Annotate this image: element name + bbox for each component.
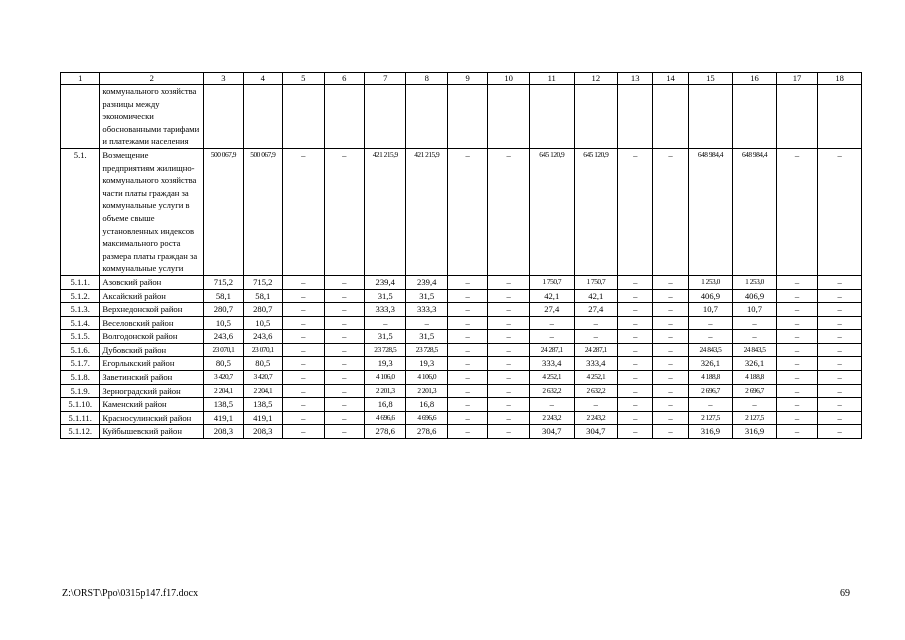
row-number-cell: 5.1.7.: [61, 357, 100, 371]
table-row: [61, 343, 862, 357]
table-row: [61, 275, 862, 289]
value-cell: 419,1: [204, 411, 243, 425]
value-cell: –: [324, 411, 364, 425]
value-cell: –: [818, 384, 862, 398]
value-cell: 10,7: [733, 303, 777, 317]
column-number-cell: 1: [61, 73, 100, 85]
value-cell: –: [776, 330, 818, 344]
value-cell: –: [488, 275, 530, 289]
value-cell: –: [618, 357, 653, 371]
value-cell: –: [818, 411, 862, 425]
table-row: [61, 303, 862, 317]
value-cell: 16,8: [364, 398, 406, 412]
column-number-cell: 13: [618, 73, 653, 85]
value-cell: 4 106,0: [364, 371, 406, 385]
table-row: [61, 316, 862, 330]
value-cell: 2 696,7: [688, 384, 733, 398]
value-cell: –: [618, 343, 653, 357]
value-cell: [488, 85, 530, 149]
row-label-cell: Куйбышевский район: [100, 425, 204, 439]
value-cell: –: [618, 148, 653, 275]
value-cell: –: [818, 303, 862, 317]
value-cell: –: [653, 330, 688, 344]
column-number-cell: 12: [574, 73, 618, 85]
column-number-cell: 6: [324, 73, 364, 85]
value-cell: –: [529, 316, 574, 330]
column-number-cell: 3: [204, 73, 243, 85]
value-cell: –: [776, 275, 818, 289]
value-cell: 419,1: [243, 411, 282, 425]
value-cell: –: [324, 330, 364, 344]
row-label-cell: Веселовский район: [100, 316, 204, 330]
column-number-cell: 2: [100, 73, 204, 85]
value-cell: 1 750,7: [574, 275, 618, 289]
value-cell: 2 243,2: [574, 411, 618, 425]
value-cell: 2 632,2: [529, 384, 574, 398]
value-cell: –: [618, 398, 653, 412]
value-cell: –: [653, 148, 688, 275]
value-cell: –: [688, 398, 733, 412]
value-cell: –: [324, 303, 364, 317]
value-cell: –: [574, 398, 618, 412]
row-number-cell: 5.1.1.: [61, 275, 100, 289]
value-cell: –: [488, 343, 530, 357]
value-cell: 23 728,5: [406, 343, 448, 357]
value-cell: –: [776, 398, 818, 412]
value-cell: 10,7: [688, 303, 733, 317]
value-cell: 24 843,5: [733, 343, 777, 357]
value-cell: –: [324, 371, 364, 385]
value-cell: –: [653, 384, 688, 398]
table-row: [61, 289, 862, 303]
value-cell: 421 215,9: [364, 148, 406, 275]
value-cell: 42,1: [574, 289, 618, 303]
column-number-cell: 16: [733, 73, 777, 85]
table-row: [61, 148, 862, 275]
value-cell: –: [776, 316, 818, 330]
value-cell: –: [283, 398, 325, 412]
value-cell: –: [653, 316, 688, 330]
value-cell: 406,9: [733, 289, 777, 303]
value-cell: 280,7: [243, 303, 282, 317]
value-cell: –: [529, 398, 574, 412]
table-row: [61, 85, 862, 149]
value-cell: –: [447, 411, 487, 425]
value-cell: –: [618, 316, 653, 330]
value-cell: 4 188,8: [733, 371, 777, 385]
value-cell: [653, 85, 688, 149]
value-cell: 58,1: [204, 289, 243, 303]
value-cell: 23 070,1: [243, 343, 282, 357]
value-cell: –: [447, 398, 487, 412]
value-cell: –: [324, 398, 364, 412]
row-label-cell: Дубовский район: [100, 343, 204, 357]
value-cell: 1 253,0: [688, 275, 733, 289]
value-cell: –: [324, 316, 364, 330]
value-cell: –: [653, 343, 688, 357]
column-number-cell: 18: [818, 73, 862, 85]
value-cell: 24 287,1: [529, 343, 574, 357]
row-number-cell: 5.1.5.: [61, 330, 100, 344]
value-cell: 10,5: [243, 316, 282, 330]
value-cell: [733, 85, 777, 149]
value-cell: 31,5: [364, 330, 406, 344]
table-row: [61, 398, 862, 412]
value-cell: –: [488, 411, 530, 425]
value-cell: 3 420,7: [243, 371, 282, 385]
value-cell: 326,1: [733, 357, 777, 371]
value-cell: –: [324, 357, 364, 371]
value-cell: –: [776, 425, 818, 439]
value-cell: 239,4: [364, 275, 406, 289]
value-cell: –: [818, 425, 862, 439]
column-number-cell: 9: [447, 73, 487, 85]
row-number-cell: [61, 85, 100, 149]
value-cell: –: [283, 343, 325, 357]
value-cell: 16,8: [406, 398, 448, 412]
value-cell: 4 252,1: [574, 371, 618, 385]
value-cell: –: [283, 303, 325, 317]
value-cell: 715,2: [204, 275, 243, 289]
value-cell: –: [653, 289, 688, 303]
value-cell: –: [324, 425, 364, 439]
value-cell: –: [653, 275, 688, 289]
value-cell: –: [653, 398, 688, 412]
row-number-cell: 5.1.6.: [61, 343, 100, 357]
value-cell: –: [283, 425, 325, 439]
table-row: [61, 357, 862, 371]
table-header-row: [61, 73, 862, 85]
value-cell: –: [447, 330, 487, 344]
value-cell: –: [488, 425, 530, 439]
value-cell: –: [406, 316, 448, 330]
value-cell: –: [818, 316, 862, 330]
value-cell: 208,3: [243, 425, 282, 439]
value-cell: –: [818, 398, 862, 412]
value-cell: –: [618, 275, 653, 289]
value-cell: –: [324, 289, 364, 303]
row-label-cell: Зерноградский район: [100, 384, 204, 398]
value-cell: 58,1: [243, 289, 282, 303]
value-cell: 2 201,3: [406, 384, 448, 398]
value-cell: –: [283, 330, 325, 344]
value-cell: –: [283, 289, 325, 303]
value-cell: –: [283, 411, 325, 425]
row-number-cell: 5.1.10.: [61, 398, 100, 412]
value-cell: [283, 85, 325, 149]
table-row: [61, 371, 862, 385]
value-cell: –: [618, 303, 653, 317]
value-cell: –: [283, 384, 325, 398]
value-cell: [364, 85, 406, 149]
value-cell: –: [529, 330, 574, 344]
value-cell: 715,2: [243, 275, 282, 289]
value-cell: [618, 85, 653, 149]
value-cell: –: [488, 384, 530, 398]
value-cell: 326,1: [688, 357, 733, 371]
value-cell: [204, 85, 243, 149]
value-cell: –: [818, 289, 862, 303]
value-cell: 648 984,4: [688, 148, 733, 275]
value-cell: –: [574, 316, 618, 330]
value-cell: –: [447, 148, 487, 275]
value-cell: –: [776, 411, 818, 425]
row-number-cell: 5.1.12.: [61, 425, 100, 439]
value-cell: 2 204,1: [243, 384, 282, 398]
row-label-cell: Егорлыкский район: [100, 357, 204, 371]
value-cell: 2 204,1: [204, 384, 243, 398]
row-label-cell: Волгодонской район: [100, 330, 204, 344]
value-cell: 316,9: [688, 425, 733, 439]
row-number-cell: 5.1.11.: [61, 411, 100, 425]
table-row: [61, 330, 862, 344]
value-cell: –: [488, 303, 530, 317]
value-cell: 2 127,5: [688, 411, 733, 425]
value-cell: 80,5: [204, 357, 243, 371]
value-cell: –: [653, 357, 688, 371]
column-number-cell: 8: [406, 73, 448, 85]
value-cell: 23 728,5: [364, 343, 406, 357]
value-cell: 27,4: [529, 303, 574, 317]
value-cell: –: [776, 289, 818, 303]
footer-file-path: Z:\ORST\Ppo\0315p147.f17.docx: [62, 588, 199, 599]
value-cell: –: [488, 289, 530, 303]
value-cell: 645 120,9: [529, 148, 574, 275]
value-cell: 1 750,7: [529, 275, 574, 289]
value-cell: [574, 85, 618, 149]
value-cell: –: [776, 343, 818, 357]
value-cell: 304,7: [529, 425, 574, 439]
value-cell: 24 287,1: [574, 343, 618, 357]
value-cell: –: [618, 289, 653, 303]
value-cell: –: [488, 398, 530, 412]
value-cell: –: [447, 343, 487, 357]
value-cell: –: [653, 425, 688, 439]
value-cell: 421 215,9: [406, 148, 448, 275]
value-cell: –: [776, 303, 818, 317]
value-cell: 10,5: [204, 316, 243, 330]
value-cell: 138,5: [243, 398, 282, 412]
value-cell: 333,4: [574, 357, 618, 371]
value-cell: [406, 85, 448, 149]
value-cell: –: [488, 330, 530, 344]
budget-table: [60, 72, 862, 439]
value-cell: [688, 85, 733, 149]
value-cell: 138,5: [204, 398, 243, 412]
table-row: [61, 425, 862, 439]
row-label-cell: Возмещение предприятиям жилищно-коммунального хозяйства части платы граждан за коммунальные услуги в объеме свыше установленных индексов максимального роста размера платы граждан за коммунальные услуги: [100, 148, 204, 275]
value-cell: 31,5: [364, 289, 406, 303]
row-label-cell: коммунального хозяйства разницы между экономически обоснованными тарифами и платежами населения: [100, 85, 204, 149]
column-number-cell: 4: [243, 73, 282, 85]
value-cell: –: [818, 343, 862, 357]
value-cell: –: [447, 371, 487, 385]
value-cell: –: [733, 316, 777, 330]
value-cell: 19,3: [406, 357, 448, 371]
value-cell: –: [488, 148, 530, 275]
row-number-cell: 5.1.2.: [61, 289, 100, 303]
value-cell: –: [818, 148, 862, 275]
value-cell: 278,6: [406, 425, 448, 439]
value-cell: 208,3: [204, 425, 243, 439]
value-cell: –: [324, 384, 364, 398]
value-cell: 4 106,0: [406, 371, 448, 385]
value-cell: –: [818, 330, 862, 344]
value-cell: 24 843,5: [688, 343, 733, 357]
row-label-cell: Каменский район: [100, 398, 204, 412]
value-cell: 500 067,9: [243, 148, 282, 275]
value-cell: 80,5: [243, 357, 282, 371]
row-number-cell: 5.1.4.: [61, 316, 100, 330]
value-cell: –: [364, 316, 406, 330]
row-label-cell: Заветинский район: [100, 371, 204, 385]
value-cell: 27,4: [574, 303, 618, 317]
value-cell: [776, 85, 818, 149]
table-body: [61, 73, 862, 439]
value-cell: –: [324, 275, 364, 289]
value-cell: –: [283, 371, 325, 385]
value-cell: –: [818, 357, 862, 371]
value-cell: [529, 85, 574, 149]
row-number-cell: 5.1.8.: [61, 371, 100, 385]
value-cell: –: [618, 330, 653, 344]
row-label-cell: Аксайский район: [100, 289, 204, 303]
value-cell: –: [488, 316, 530, 330]
value-cell: –: [283, 316, 325, 330]
value-cell: –: [776, 371, 818, 385]
value-cell: –: [447, 316, 487, 330]
value-cell: 4 696,6: [364, 411, 406, 425]
value-cell: –: [488, 371, 530, 385]
value-cell: –: [488, 357, 530, 371]
column-number-cell: 15: [688, 73, 733, 85]
value-cell: –: [447, 357, 487, 371]
value-cell: 406,9: [688, 289, 733, 303]
row-label-cell: Красносулинский район: [100, 411, 204, 425]
value-cell: –: [447, 289, 487, 303]
value-cell: [818, 85, 862, 149]
value-cell: –: [283, 275, 325, 289]
value-cell: –: [283, 148, 325, 275]
column-number-cell: 14: [653, 73, 688, 85]
value-cell: –: [447, 425, 487, 439]
value-cell: 243,6: [243, 330, 282, 344]
value-cell: –: [818, 275, 862, 289]
table-row: [61, 411, 862, 425]
value-cell: –: [688, 330, 733, 344]
value-cell: 239,4: [406, 275, 448, 289]
value-cell: –: [447, 303, 487, 317]
value-cell: 4 252,1: [529, 371, 574, 385]
value-cell: 19,3: [364, 357, 406, 371]
value-cell: [447, 85, 487, 149]
page-number: 69: [840, 588, 850, 599]
value-cell: 500 067,9: [204, 148, 243, 275]
value-cell: –: [776, 384, 818, 398]
value-cell: 23 070,1: [204, 343, 243, 357]
value-cell: 2 696,7: [733, 384, 777, 398]
value-cell: 645 120,9: [574, 148, 618, 275]
value-cell: –: [324, 148, 364, 275]
value-cell: –: [653, 303, 688, 317]
value-cell: –: [776, 148, 818, 275]
value-cell: [324, 85, 364, 149]
value-cell: 243,6: [204, 330, 243, 344]
column-number-cell: 11: [529, 73, 574, 85]
value-cell: –: [447, 275, 487, 289]
value-cell: –: [733, 398, 777, 412]
value-cell: 316,9: [733, 425, 777, 439]
value-cell: 333,3: [406, 303, 448, 317]
value-cell: –: [447, 384, 487, 398]
value-cell: –: [618, 425, 653, 439]
value-cell: –: [283, 357, 325, 371]
value-cell: 2 632,2: [574, 384, 618, 398]
value-cell: –: [574, 330, 618, 344]
value-cell: 4 696,6: [406, 411, 448, 425]
value-cell: 31,5: [406, 330, 448, 344]
value-cell: 304,7: [574, 425, 618, 439]
value-cell: [243, 85, 282, 149]
value-cell: –: [688, 316, 733, 330]
column-number-cell: 10: [488, 73, 530, 85]
value-cell: 333,3: [364, 303, 406, 317]
value-cell: 4 188,8: [688, 371, 733, 385]
row-label-cell: Азовский район: [100, 275, 204, 289]
value-cell: 2 127,5: [733, 411, 777, 425]
value-cell: 280,7: [204, 303, 243, 317]
row-number-cell: 5.1.: [61, 148, 100, 275]
value-cell: –: [618, 371, 653, 385]
value-cell: –: [776, 357, 818, 371]
value-cell: 31,5: [406, 289, 448, 303]
value-cell: –: [733, 330, 777, 344]
row-label-cell: Верхнедонской район: [100, 303, 204, 317]
row-number-cell: 5.1.3.: [61, 303, 100, 317]
column-number-cell: 7: [364, 73, 406, 85]
value-cell: 333,4: [529, 357, 574, 371]
table-row: [61, 384, 862, 398]
value-cell: –: [618, 384, 653, 398]
value-cell: –: [653, 411, 688, 425]
column-number-cell: 5: [283, 73, 325, 85]
value-cell: 278,6: [364, 425, 406, 439]
value-cell: 648 984,4: [733, 148, 777, 275]
column-number-cell: 17: [776, 73, 818, 85]
value-cell: –: [818, 371, 862, 385]
value-cell: –: [653, 371, 688, 385]
value-cell: 2 243,2: [529, 411, 574, 425]
value-cell: 3 420,7: [204, 371, 243, 385]
value-cell: 2 201,3: [364, 384, 406, 398]
value-cell: 1 253,0: [733, 275, 777, 289]
row-number-cell: 5.1.9.: [61, 384, 100, 398]
value-cell: –: [618, 411, 653, 425]
value-cell: –: [324, 343, 364, 357]
value-cell: 42,1: [529, 289, 574, 303]
